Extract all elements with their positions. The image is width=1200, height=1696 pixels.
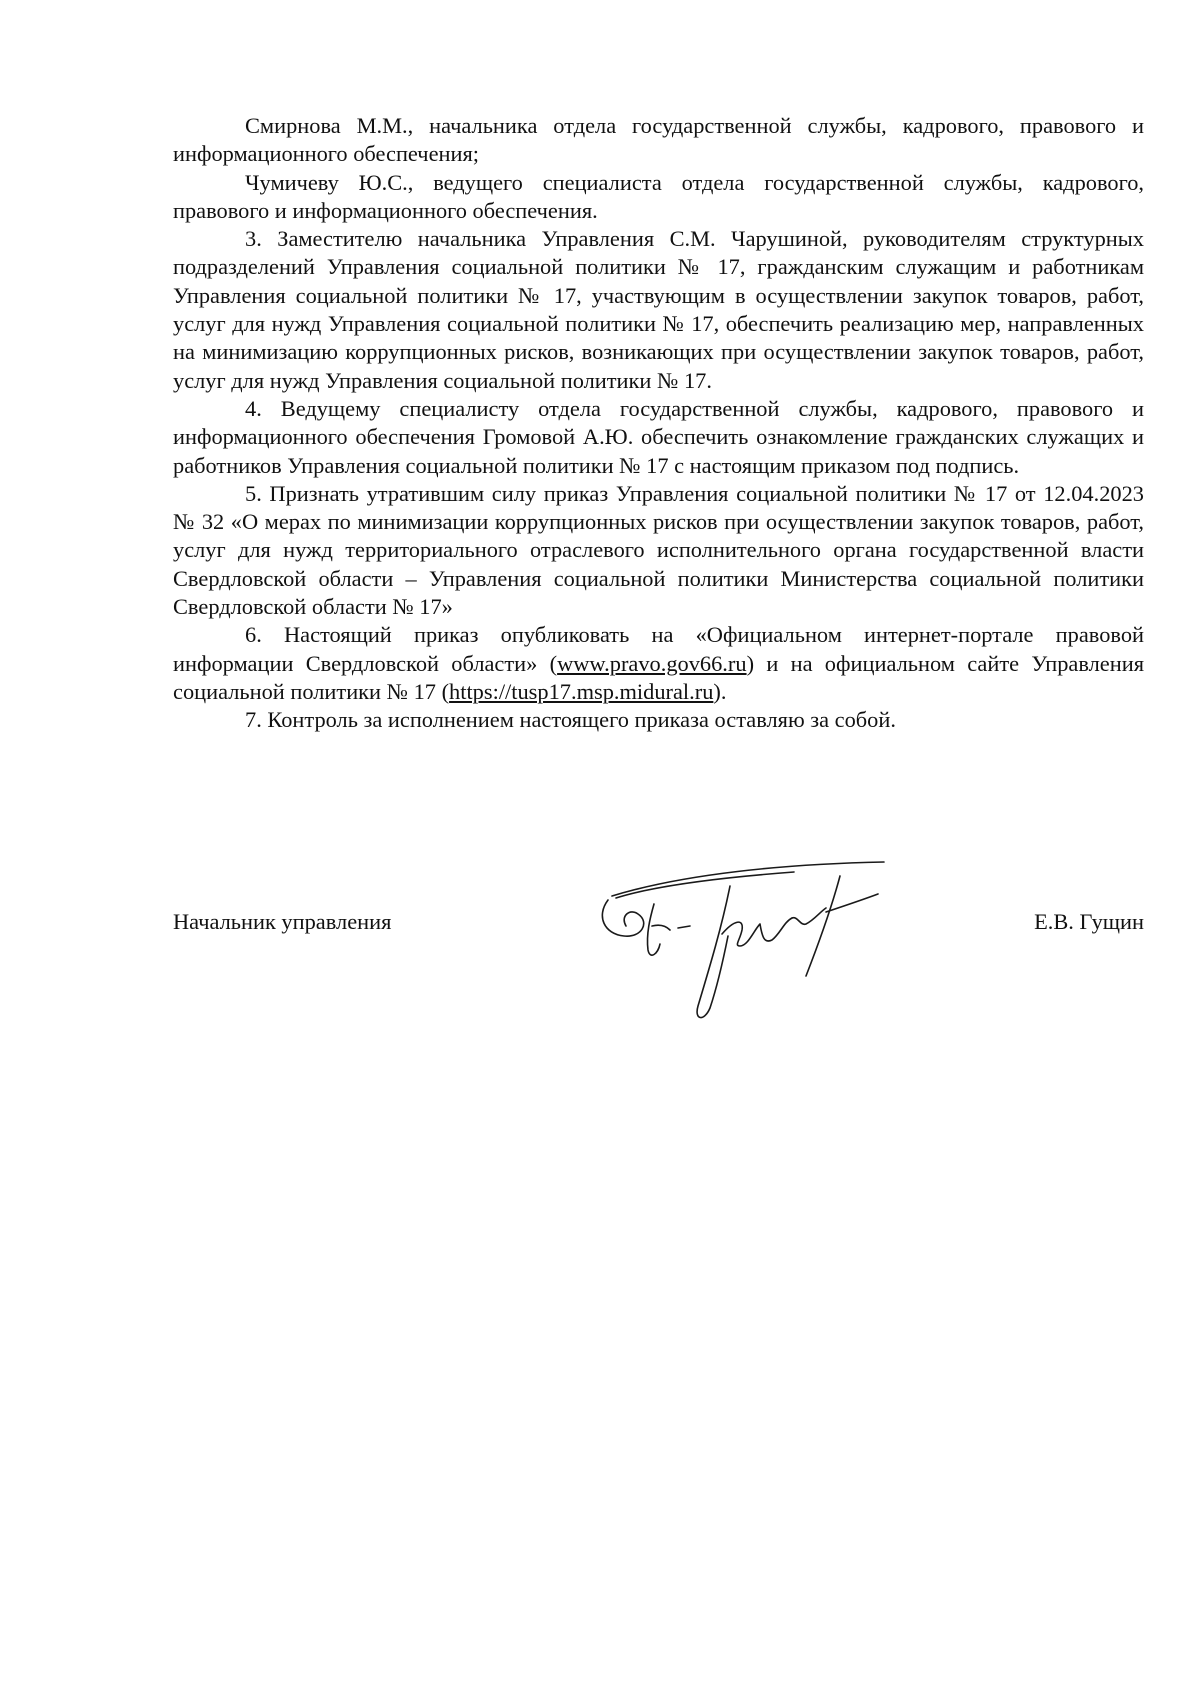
paragraph-item-6-text-2: ) и на официальном сайте Управления социальной политики № 17 (: [173, 650, 1144, 704]
paragraph-item-6-text-3: ).: [713, 678, 727, 704]
paragraph-smirnova: Смирнова М.М., начальника отдела государственной службы, кадрового, правового и информационного обеспечения;: [173, 113, 1144, 167]
paragraph-item-3: 3. Заместителю начальника Управления С.М. Чарушиной, руководителям структурных подразделений Управления социальной политики № 17, гражданским служащим и работникам Управления социальной политики № 17, участвующим в осуществлении закупок товаров, работ, услуг для нужд Управления социальной политики № 17, обеспечить реализацию мер, направленных на минимизацию коррупционных рисков, возникающих при осуществлении закупок товаров, работ, услуг для нужд Управления социальной политики № 17.: [173, 226, 1144, 393]
paragraph-item-5: 5. Признать утратившим силу приказ Управления социальной политики № 17 от 12.04.2023 № 32 «О мерах по минимизации коррупционных рисков при осуществлении закупок товаров, работ, услуг для нужд территориального отраслевого исполнительного органа государственной власти Свердловской области – Управления социальной политики Министерства социальной политики Свердловской области № 17»: [173, 480, 1144, 620]
signatory-position: Начальник управления: [173, 909, 392, 934]
paragraph-chumicheva: Чумичеву Ю.С., ведущего специалиста отдела государственной службы, кадрового, правового и информационного обеспечения.: [173, 169, 1144, 223]
tusp17-site-link[interactable]: https://tusp17.msp.midural.ru: [449, 678, 714, 704]
signatory-name: Е.В. Гущин: [1034, 909, 1144, 934]
pravo-portal-link[interactable]: www.pravo.gov66.ru: [557, 650, 747, 676]
paragraph-item-7: 7. Контроль за исполнением настоящего приказа оставляю за собой.: [245, 707, 896, 733]
paragraph-item-4: 4. Ведущему специалисту отдела государственной службы, кадрового, правового и информационного обеспечения Громовой А.Ю. обеспечить ознакомление гражданских служащих и работников Управления социальной политики № 17 с настоящим приказом под подпись.: [173, 395, 1144, 478]
handwritten-signature: [594, 856, 904, 1026]
order-text: [173, 112, 1144, 735]
paragraph-item-6: [173, 621, 1144, 706]
paragraph-item-6-text-1: 6. Настоящий приказ опубликовать на «Официальном интернет-портале правовой информации Свердловской области» (: [173, 622, 1144, 676]
